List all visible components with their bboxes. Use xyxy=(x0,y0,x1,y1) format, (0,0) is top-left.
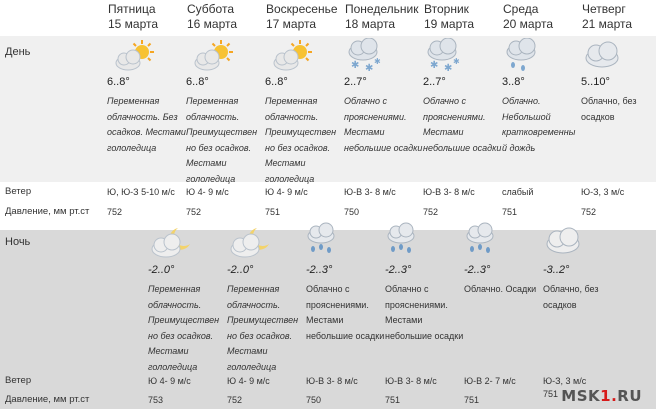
night-wind: Ю-В 3- 8 м/с xyxy=(306,376,358,386)
day-description: Облачно с прояснениями. Местами небольшие осадки xyxy=(423,96,502,153)
night-temperature: -3..2° xyxy=(543,264,570,276)
day-temperature: 6..8° xyxy=(265,76,288,88)
cloud-snow-icon xyxy=(343,38,391,74)
day-wind: Ю-З, 3 м/с xyxy=(581,187,625,197)
sun-cloud-icon xyxy=(110,38,158,74)
svg-text:✱: ✱ xyxy=(351,60,360,71)
night-pressure: 751 xyxy=(385,395,401,405)
svg-text:✱: ✱ xyxy=(374,57,381,66)
cloud-icon xyxy=(541,224,589,260)
day-wind: Ю 4- 9 м/с xyxy=(265,187,308,197)
day-header: Воскресенье 17 марта xyxy=(266,2,338,31)
night-pressure: 751 xyxy=(543,389,559,399)
night-temperature: -2..3° xyxy=(385,264,412,276)
days-header xyxy=(0,0,656,36)
day-pressure: 751 xyxy=(502,207,518,217)
svg-text:✱: ✱ xyxy=(365,63,374,74)
cloud-rain-icon xyxy=(462,222,510,258)
day-header: Понедельник 18 марта xyxy=(345,2,419,31)
night-pressure-label: Давление, мм рт.ст xyxy=(5,394,90,405)
day-description: Переменная облачность. Преимуществен но без осадков. Местами гололедица xyxy=(186,96,258,184)
night-wind: Ю 4- 9 м/с xyxy=(227,376,270,386)
night-pressure: 750 xyxy=(306,395,322,405)
day-pressure: 752 xyxy=(423,207,439,217)
day-wind: Ю-В 3- 8 м/с xyxy=(423,187,475,197)
svg-text:✱: ✱ xyxy=(444,63,453,74)
site-watermark: MSK1.RU xyxy=(561,387,642,405)
pressure-label: Давление, мм рт.ст xyxy=(5,206,90,217)
day-pressure: 752 xyxy=(186,207,202,217)
night-pressure: 751 xyxy=(464,395,480,405)
day-temperature: 6..8° xyxy=(107,76,130,88)
moon-cloud-icon xyxy=(148,224,196,260)
day-description: Облачно, без осадков xyxy=(581,96,637,122)
day-wind: слабый xyxy=(502,187,534,197)
night-wind: Ю 4- 9 м/с xyxy=(148,376,191,386)
day-header: Среда 20 марта xyxy=(503,2,554,31)
cloud-rain-icon xyxy=(383,222,431,258)
day-header: Суббота 16 марта xyxy=(187,2,238,31)
night-pressure: 752 xyxy=(227,395,243,405)
night-pressure: 753 xyxy=(148,395,164,405)
day-wind: Ю, Ю-З 5-10 м/с xyxy=(107,187,175,197)
night-wind: Ю-З, 3 м/с xyxy=(543,376,587,386)
day-wind: Ю-В 3- 8 м/с xyxy=(344,187,396,197)
night-temperature: -2..3° xyxy=(464,264,491,276)
day-header: Пятница 15 марта xyxy=(108,2,159,31)
cloud-rain-icon xyxy=(303,222,351,258)
day-description: Переменная облачность. Преимуществен но без осадков. Местами гололедица xyxy=(265,96,337,184)
day-temperature: 2..7° xyxy=(344,76,367,88)
night-description: Облачно с прояснениями. Местами небольшие осадки xyxy=(385,284,464,341)
day-pressure: 750 xyxy=(344,207,360,217)
cloud-icon xyxy=(580,38,628,74)
day-description: Переменная облачность. Без осадков. Местами гололедица xyxy=(107,96,186,153)
day-description: Облачно с прояснениями. Местами небольшие осадки xyxy=(344,96,423,153)
night-temperature: -2..0° xyxy=(148,264,175,276)
day-temperature: 3..8° xyxy=(502,76,525,88)
cloud-snow-icon xyxy=(422,38,470,74)
night-label: Ночь xyxy=(5,236,31,248)
svg-text:✱: ✱ xyxy=(453,57,460,66)
day-description: Облачно. Небольшой кратковременны й дождь xyxy=(502,96,576,153)
day-temperature: 5..10° xyxy=(581,76,610,88)
night-wind: Ю-В 2- 7 м/с xyxy=(464,376,516,386)
sun-cloud-icon xyxy=(189,38,237,74)
sun-cloud-icon xyxy=(268,38,316,74)
day-pressure: 752 xyxy=(107,207,123,217)
moon-cloud-icon xyxy=(227,224,275,260)
night-description: Облачно с прояснениями. Местами небольшие осадки xyxy=(306,284,385,341)
day-wind: Ю 4- 9 м/с xyxy=(186,187,229,197)
wind-label: Ветер xyxy=(5,186,32,197)
night-temperature: -2..3° xyxy=(306,264,333,276)
night-wind: Ю-В 3- 8 м/с xyxy=(385,376,437,386)
night-description: Переменная облачность. Преимуществен но без осадков. Местами гололедица xyxy=(148,284,220,372)
night-wind-label: Ветер xyxy=(5,375,32,386)
day-label: День xyxy=(5,46,31,58)
day-temperature: 2..7° xyxy=(423,76,446,88)
night-description: Переменная облачность. Преимуществен но без осадков. Местами гололедица xyxy=(227,284,299,372)
night-description: Облачно, без осадков xyxy=(543,284,599,310)
day-pressure: 751 xyxy=(265,207,281,217)
svg-text:✱: ✱ xyxy=(430,60,439,71)
day-temperature: 6..8° xyxy=(186,76,209,88)
day-header: Вторник 19 марта xyxy=(424,2,475,31)
night-temperature: -2..0° xyxy=(227,264,254,276)
day-pressure: 752 xyxy=(581,207,597,217)
cloud-rain-icon xyxy=(501,38,549,74)
night-description: Облачно. Осадки xyxy=(464,284,537,294)
day-header: Четверг 21 марта xyxy=(582,2,633,31)
